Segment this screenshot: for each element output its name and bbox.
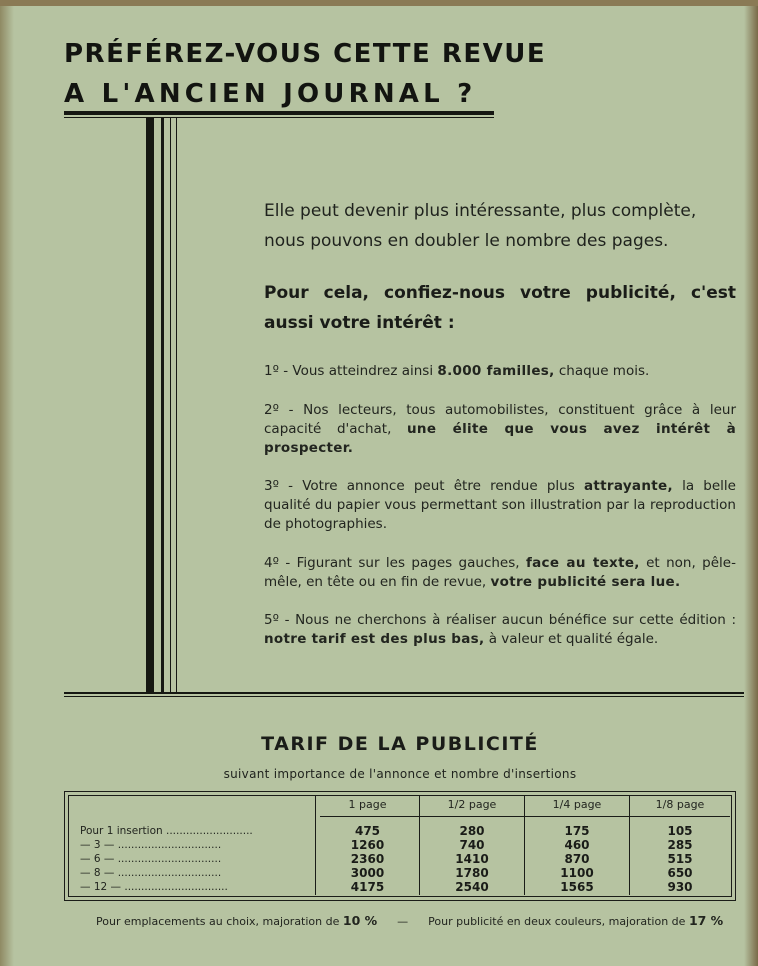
- table-row-label: — 3 — ...............................: [80, 839, 222, 851]
- table-cell: 285: [667, 838, 693, 852]
- section-rule: [64, 692, 744, 694]
- point-5-text-b: à valeur et qualité égale.: [484, 631, 659, 647]
- table-row-label: — 12 — ...............................: [80, 881, 228, 893]
- point-4-number: 4º -: [264, 555, 291, 571]
- point-4: [264, 554, 736, 592]
- point-3-number: 3º -: [264, 478, 294, 494]
- table-row-label: Pour 1 insertion ..........................: [80, 825, 253, 837]
- headline-rule-thin: [64, 117, 494, 118]
- table-cell: 1565: [560, 880, 594, 894]
- table-cell: 515: [667, 852, 693, 866]
- footnote-left: Pour emplacements au choix, majoration de: [96, 915, 343, 928]
- table-cell: 1100: [560, 866, 594, 880]
- headline-line-2: A L'ANCIEN JOURNAL ?: [64, 79, 477, 109]
- vertical-bar-hairline: [176, 117, 177, 692]
- table-cell: 2360: [350, 852, 385, 866]
- page-left-edge: [0, 0, 14, 966]
- footnote: [96, 913, 723, 928]
- table-header-quarter-page: 1/4 page: [552, 798, 602, 811]
- point-1-number: 1º -: [264, 363, 289, 379]
- point-2: [264, 401, 736, 458]
- table-header-eighth-page: 1/8 page: [655, 798, 705, 811]
- table-header-rule: [320, 816, 730, 817]
- table-cell: 870: [564, 852, 590, 866]
- section-rule-thin: [64, 696, 744, 697]
- point-3-text-a: Votre annonce peut être rendue plus: [302, 478, 584, 494]
- point-1-text-a: Vous atteindrez ainsi: [292, 363, 438, 379]
- point-4-text-a: Figurant sur les pages gauches,: [296, 555, 526, 571]
- intro-line-1: Elle peut devenir plus intéressante, plus complète,: [264, 201, 697, 221]
- point-1-text-b: chaque mois.: [554, 363, 650, 379]
- footnote-right: Pour publicité en deux couleurs, majoration de: [428, 915, 689, 928]
- table-row-label: — 6 — ...............................: [80, 853, 222, 865]
- page-right-edge: [744, 0, 758, 966]
- vertical-bar-thick: [146, 117, 154, 692]
- point-3: [264, 477, 736, 534]
- table-cell: 460: [564, 838, 590, 852]
- footnote-right-value: 17 %: [688, 913, 724, 928]
- table-cell: 175: [564, 824, 590, 838]
- point-2-number: 2º -: [264, 402, 294, 418]
- point-5-bold: notre tarif est des plus bas,: [264, 631, 485, 647]
- table-header-half-page: 1/2 page: [447, 798, 497, 811]
- footnote-separator: —: [397, 915, 409, 928]
- table-cell: 1780: [455, 866, 489, 880]
- point-4-text-b: et non, pêle-mêle, en tête ou en fin de revue,: [264, 555, 736, 590]
- table-cell: 3000: [350, 866, 385, 880]
- point-3-text-b: la belle qualité du papier vous permettant son illustration par la reproduction de photographies.: [264, 478, 736, 532]
- table-cell: 930: [667, 880, 693, 894]
- headline-rule: [64, 111, 494, 115]
- point-1-bold: 8.000 familles,: [437, 363, 555, 379]
- lead-paragraph: Pour cela, confiez-nous votre publicité, c'est aussi votre intérêt :: [264, 283, 736, 333]
- footnote-left-value: 10 %: [342, 913, 378, 928]
- table-cell: 2540: [455, 880, 489, 894]
- point-3-bold: attrayante,: [583, 478, 673, 494]
- point-4-bold-2: votre publicité sera lue.: [490, 574, 681, 590]
- table-cell: 740: [459, 838, 485, 852]
- point-5: [264, 611, 736, 649]
- point-2-text-a: Nos lecteurs, tous automobilistes, constituent grâce à leur capacité d'achat,: [264, 402, 736, 437]
- table-cell: 4175: [350, 880, 385, 894]
- table-cell: 650: [667, 866, 693, 880]
- table-cell: 1410: [455, 852, 489, 866]
- intro-line-2: nous pouvons en doubler le nombre des pages.: [264, 231, 669, 251]
- point-5-text-a: Nous ne cherchons à réaliser aucun bénéfice sur cette édition :: [295, 612, 736, 628]
- table-cell: 1260: [350, 838, 385, 852]
- point-5-number: 5º -: [264, 612, 290, 628]
- tarif-subtitle: suivant importance de l'annonce et nombre d'insertions: [223, 767, 577, 781]
- point-4-bold: face au texte,: [525, 555, 640, 571]
- table-cell: 475: [354, 824, 381, 838]
- table-header-1-page: 1 page: [348, 798, 387, 811]
- point-2-bold: une élite que vous avez intérêt à prospecter.: [264, 421, 737, 456]
- headline: [64, 34, 546, 114]
- point-1: [264, 362, 736, 381]
- table-row-label: — 8 — ...............................: [80, 867, 222, 879]
- vertical-bar-thin: [170, 117, 171, 692]
- page-top-edge: [0, 0, 758, 6]
- table-cell: 280: [459, 824, 485, 838]
- tarif-title: TARIF DE LA PUBLICITÉ: [261, 733, 539, 755]
- vertical-bar-medium: [161, 117, 164, 692]
- headline-line-1: PRÉFÉREZ-VOUS CETTE REVUE: [64, 39, 547, 69]
- table-cell: 105: [667, 824, 693, 838]
